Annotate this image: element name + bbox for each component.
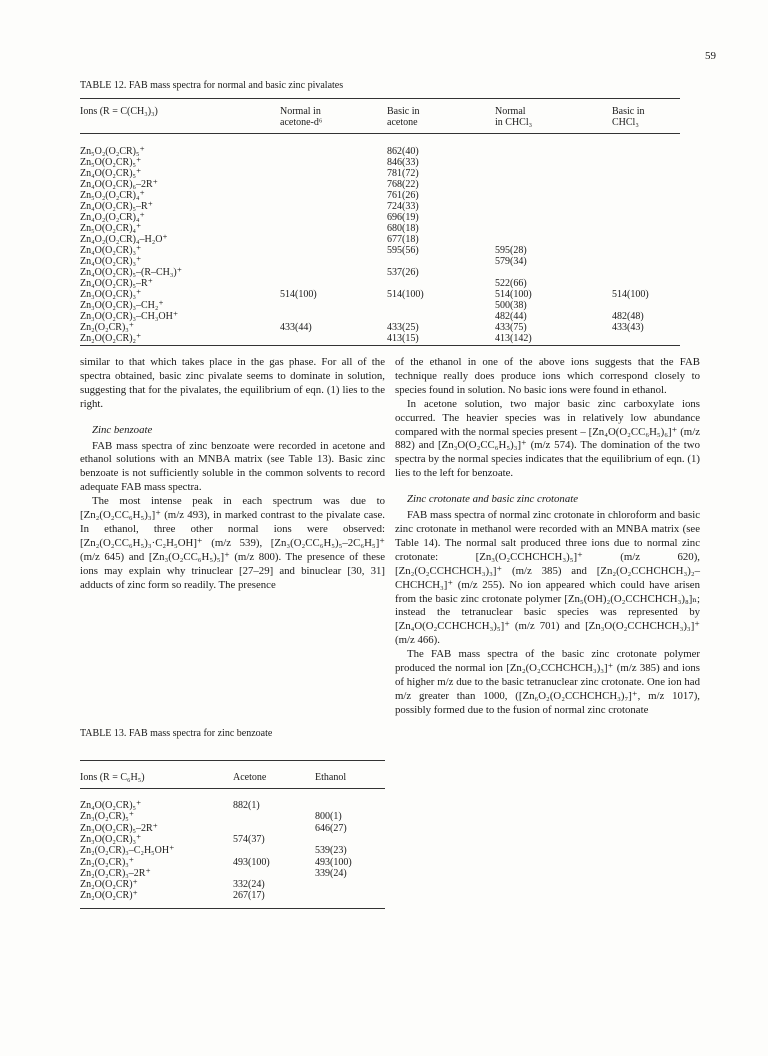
right-column bbox=[395, 356, 700, 718]
left-column bbox=[80, 356, 385, 593]
paragraph: of the ethanol in one of the above ions suggests that the FAB technique really does produce ions which correspond closely to species found in solution. No basic ions were found in ethanol. bbox=[395, 356, 700, 396]
table13-header-ethanol: Ethanol bbox=[315, 772, 347, 783]
intensity-value: 646(27) bbox=[315, 822, 347, 834]
intensity-value: 332(24) bbox=[233, 879, 265, 891]
ion-formula: Zn₄O(O₂CR)₅⁺ bbox=[80, 168, 142, 179]
table13-top-rule bbox=[80, 760, 385, 761]
intensity-value: 677(18) bbox=[387, 234, 419, 245]
table12-header-col3-line2: in CHCl₃ bbox=[495, 117, 533, 128]
intensity-value: 267(17) bbox=[233, 890, 265, 902]
intensity-value: 862(40) bbox=[387, 146, 419, 157]
ion-formula: Zn₂(O₂CR)₃⁺ bbox=[80, 322, 135, 333]
ion-formula: Zn₂O(O₂CR)⁺ bbox=[80, 890, 138, 902]
intensity-value: 482(44) bbox=[495, 311, 527, 322]
paragraph: In acetone solution, two major basic zinc carboxylate ions occurred. The heavier species was in relatively low abundance compared with the normal species present – [Zn₄O(O₂CC₆H₅)₆]⁺ (m/z 882) and [Zn₃O(O₂CC₆H₅)₃]⁺ (m/z 574). The domination of the two spectra by the normal species indicates that the equilibrium of eqn. (1) lies to the left for benzoate. bbox=[395, 397, 700, 480]
intensity-value: 433(75) bbox=[495, 322, 527, 333]
intensity-value: 768(22) bbox=[387, 179, 419, 190]
section-heading-zinc-crotonate: Zinc crotonate and basic zinc crotonate bbox=[407, 493, 579, 506]
table13-bottom-rule bbox=[80, 908, 385, 909]
ion-formula: Zn₄O₂(O₂CR)₄⁺ bbox=[80, 212, 145, 223]
intensity-value: 514(100) bbox=[280, 289, 317, 300]
table12-header-col1 bbox=[280, 106, 322, 128]
ion-formula: Zn₅O(O₂CR)₅⁺ bbox=[80, 157, 142, 168]
page-number: 59 bbox=[705, 50, 716, 62]
intensity-value: 413(142) bbox=[495, 333, 532, 344]
table13-header-ions: Ions (R = C₆H₅) bbox=[80, 772, 145, 783]
intensity-value: 433(43) bbox=[612, 322, 644, 333]
intensity-value: 781(72) bbox=[387, 168, 419, 179]
ion-formula: Zn₅O₂(O₂CR)₄⁺ bbox=[80, 190, 145, 201]
table12-header-col3-line1: Normal bbox=[495, 106, 526, 117]
intensity-value: 493(100) bbox=[315, 856, 352, 868]
ion-formula: Zn₂(O₂CR)₃–2R⁺ bbox=[80, 867, 151, 879]
ion-formula: Zn₃O(O₂CR)₃–CH₃OH⁺ bbox=[80, 311, 179, 322]
ion-formula: Zn₃O(O₂CR)₃–CH₂⁺ bbox=[80, 300, 164, 311]
ion-formula: Zn₄O(O₂CR)₅–(R–CH₃)⁺ bbox=[80, 267, 182, 278]
table12-header-col4-line1: Basic in bbox=[612, 106, 645, 117]
paragraph: similar to that which takes place in the gas phase. For all of the spectra obtained, basic zinc pivalate seems to dominate in solution, suggesting that for the pivalates, the equilibrium of eqn. (1) lies to the right. bbox=[80, 356, 385, 410]
table12-top-rule bbox=[80, 98, 680, 99]
intensity-value: 761(26) bbox=[387, 190, 419, 201]
table12-header-col1-line1: Normal in bbox=[280, 106, 321, 117]
table13-title: TABLE 13. FAB mass spectra for zinc benzoate bbox=[80, 728, 273, 739]
intensity-value: 539(23) bbox=[315, 845, 347, 857]
intensity-value: 595(56) bbox=[387, 245, 419, 256]
intensity-value: 500(38) bbox=[495, 300, 527, 311]
ion-formula: Zn₃O(O₂CR)₅–2R⁺ bbox=[80, 822, 158, 834]
table13-header-rule bbox=[80, 788, 385, 789]
ion-formula: Zn₄O₂(O₂CR)₄–H₂O⁺ bbox=[80, 234, 168, 245]
intensity-value: 413(15) bbox=[387, 333, 419, 344]
ion-formula: Zn₄O(O₂CR)₆–2R⁺ bbox=[80, 179, 158, 190]
intensity-value: 514(100) bbox=[387, 289, 424, 300]
paragraph: FAB mass spectra of normal zinc crotonate in chloroform and basic zinc crotonate in methanol were recorded with an MNBA matrix (see Table 14). The normal salt produced three ions due to normal zinc crotonate: [Zn₃(O₂CCHCHCH₃)₅]⁺ (m/z 620), [Zn₂(O₂CCHCHCH₃)₃]⁺ (m/z 385) and [Zn₂(O₂CCHCHCH₃)₂–CHCHCH₃]⁺ (m/z 255). No ion appeared which could have arisen from the basic zinc crotonate polymer [Zn₅(OH)₂(O₂CCHCHCH₃)₈]ₙ; instead the tetranuclear basic species was represented by [Zn₄O(O₂CCHCHCH₃)₅]⁺ (m/z 701) and [Zn₃O(O₂CCHCHCH₃)₃]⁺ (m/z 466). bbox=[395, 509, 700, 647]
intensity-value: 522(66) bbox=[495, 278, 527, 289]
intensity-value: 846(33) bbox=[387, 157, 419, 168]
intensity-value: 882(1) bbox=[233, 800, 260, 811]
ion-formula: Zn₂O(O₂CR)₂⁺ bbox=[80, 333, 142, 344]
intensity-value: 433(44) bbox=[280, 322, 312, 333]
ion-formula: Zn₄O(O₂CR)₃⁺ bbox=[80, 256, 142, 267]
table12-title: TABLE 12. FAB mass spectra for normal and basic zinc pivalates bbox=[80, 80, 344, 91]
ion-formula: Zn₃O(O₂CR)₃⁺ bbox=[80, 833, 142, 845]
paragraph: FAB mass spectra of zinc benzoate were recorded in acetone and ethanol solutions with an MNBA matrix (see Table 13). Basic zinc benzoate is not sufficiently soluble in the common solvents to record adequate FAB mass spectra. bbox=[80, 439, 385, 494]
table12-header-col2-line2: acetone bbox=[387, 117, 418, 128]
intensity-value: 574(37) bbox=[233, 833, 265, 845]
table12-header-col2 bbox=[387, 106, 420, 128]
intensity-value: 579(34) bbox=[495, 256, 527, 267]
table12-header-rule bbox=[80, 133, 680, 134]
ion-formula: Zn₃O(O₂CR)₃⁺ bbox=[80, 289, 142, 300]
intensity-value: 433(25) bbox=[387, 322, 419, 333]
table12-header-col4 bbox=[612, 106, 645, 128]
intensity-value: 724(33) bbox=[387, 201, 419, 212]
table12-header-col2-line1: Basic in bbox=[387, 106, 420, 117]
ion-formula: Zn₄O(O₂CR)₃⁺ bbox=[80, 245, 142, 256]
section-heading-zinc-benzoate: Zinc benzoate bbox=[92, 423, 153, 436]
table12-header-col3 bbox=[495, 106, 532, 128]
intensity-value: 339(24) bbox=[315, 867, 347, 879]
ion-formula: Zn₂(O₂CR)₃–C₂H₅OH⁺ bbox=[80, 845, 175, 857]
ion-formula: Zn₂(O₂CR)₃⁺ bbox=[80, 856, 135, 868]
table13-header-acetone: Acetone bbox=[233, 772, 267, 783]
intensity-value: 680(18) bbox=[387, 223, 419, 234]
intensity-value: 696(19) bbox=[387, 212, 419, 223]
intensity-value: 514(100) bbox=[612, 289, 649, 300]
ion-formula: Zn₄O(O₂CR)₅–R⁺ bbox=[80, 278, 153, 289]
table12-header-ions: Ions (R = C(CH₃)₃) bbox=[80, 106, 158, 117]
ion-formula: Zn₄O(O₂CR)₅–R⁺ bbox=[80, 201, 153, 212]
intensity-value: 595(28) bbox=[495, 245, 527, 256]
paragraph: The most intense peak in each spectrum was due to [Zn₂(O₂CC₆H₅)₃]⁺ (m/z 493), in marked contrast to the pivalate case. In ethanol, three other normal ions were observed: [Zn₂(O₂CC₆H₅)₃·C₂H₅OH]⁺ (m/z 539), [Zn₃(O₂CC₆H₅)₅–2C₆H₅]⁺ (m/z 645) and [Zn₃(O₂CC₆H₅)₅]⁺ (m/z 800). The presence of these ions may explain why trinuclear [27–29] and binuclear [30, 31] adducts of zinc form so readily. The presence bbox=[80, 495, 385, 591]
intensity-value: 537(26) bbox=[387, 267, 419, 278]
ion-formula: Zn₂O(O₂CR)⁺ bbox=[80, 879, 138, 891]
table12-header-col4-line2: CHCl₃ bbox=[612, 117, 639, 128]
intensity-value: 800(1) bbox=[315, 811, 342, 823]
ion-formula: Zn₃(O₂CR)₅⁺ bbox=[80, 811, 135, 823]
ion-formula: Zn₅O₂(O₂CR)₅⁺ bbox=[80, 146, 145, 157]
intensity-value: 514(100) bbox=[495, 289, 532, 300]
intensity-value: 482(48) bbox=[612, 311, 644, 322]
ion-formula: Zn₅O(O₂CR)₄⁺ bbox=[80, 223, 142, 234]
table12-bottom-rule bbox=[80, 345, 680, 346]
intensity-value: 493(100) bbox=[233, 856, 270, 868]
table12-header-col1-line2: acetone-d⁶ bbox=[280, 117, 323, 128]
ion-formula: Zn₄O(O₂CR)₅⁺ bbox=[80, 800, 142, 811]
paragraph: The FAB mass spectra of the basic zinc crotonate polymer produced the normal ion [Zn₂(O₂CCHCHCH₃)₃]⁺ (m/z 385) and ions of higher m/z due to the basic tetranuclear zinc crotonate. One ion had m/z greater than 1000, ([Zn₆O₂(O₂CCHCHCH₃)₇]⁺, m/z 1017), possibly formed due to the fusion of normal zinc crotonate bbox=[395, 648, 700, 716]
